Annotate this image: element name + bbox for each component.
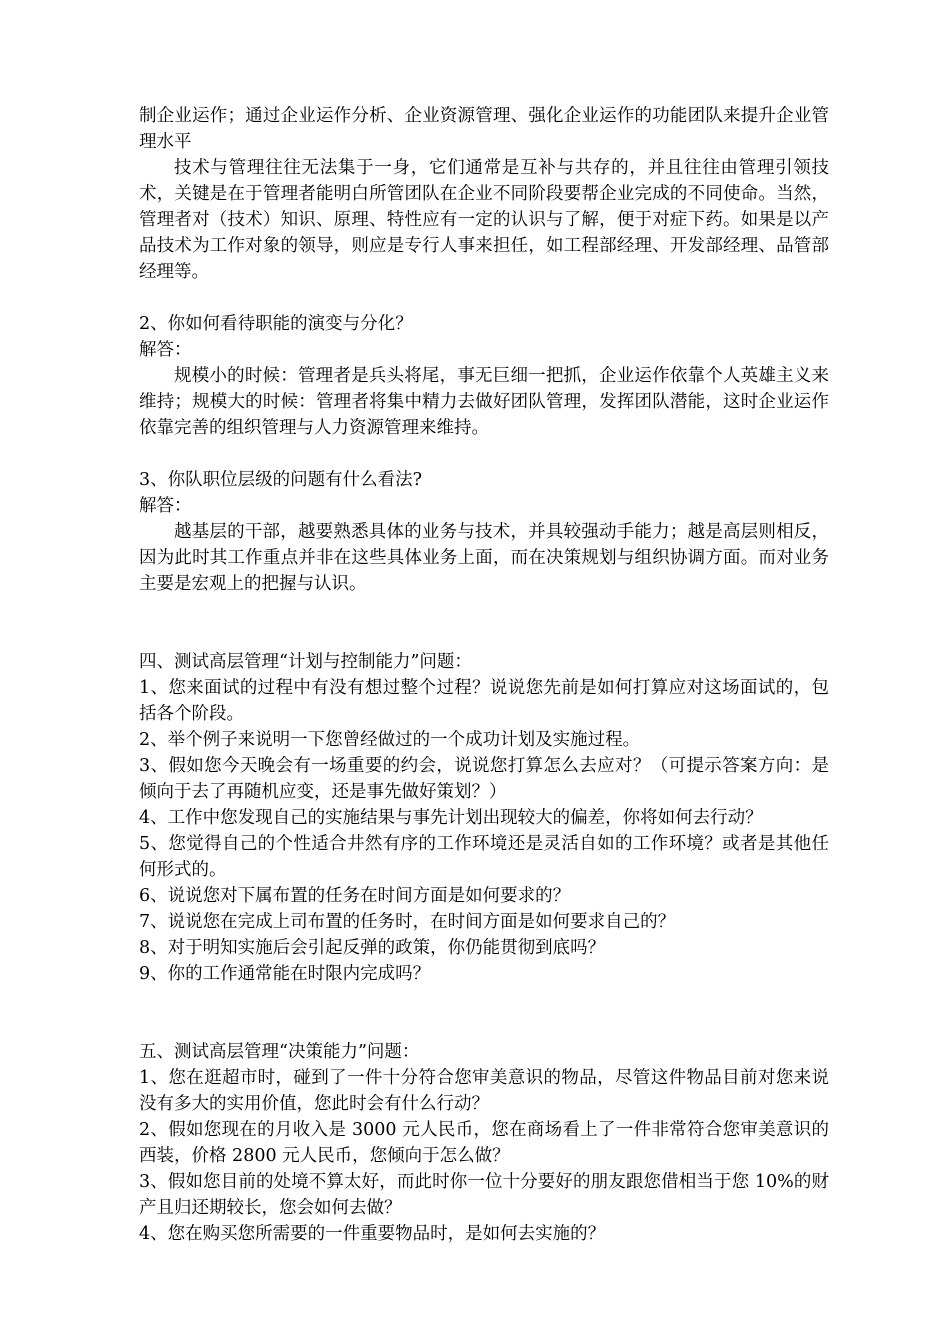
- section5-item-2: 2、假如您现在的月收入是 3000 元人民币，您在商场看上了一件非常符合您审美意识的西装，价格 2800 元人民币，您倾向于怎么做？: [139, 1120, 829, 1166]
- section4-item-1: 1、您来面试的过程中有没有想过整个过程？说说您先前是如何打算应对这场面试的，包括各个阶段。: [139, 678, 829, 724]
- section4-heading: 四、测试高层管理“计划与控制能力”问题：: [139, 652, 472, 672]
- section5-item-3: 3、假如您目前的处境不算太好，而此时你一位十分要好的朋友跟您借相当于您 10%的财产且归还期较长，您会如何去做？: [139, 1172, 829, 1218]
- section4-item-5: 5、您觉得自己的个性适合井然有序的工作环境还是灵活自如的工作环境？或者是其他任何形式的。: [139, 834, 829, 880]
- section4-item-6: 6、说说您对下属布置的任务在时间方面是如何要求的？: [139, 886, 571, 906]
- section5-item-4: 4、您在购买您所需要的一件重要物品时，是如何去实施的？: [139, 1224, 606, 1244]
- spacer: [139, 441, 829, 467]
- intro-paragraph: 技术与管理往往无法集于一身，它们通常是互补与共存的，并且往往由管理引领技术，关键是在于管理者能明白所管团队在企业不同阶段要帮企业完成的不同使命。当然，管理者对（技术）知识、原理、特性应有一定的认识与了解，便于对症下药。如果是以产品技术为工作对象的领导，则应是专行人事来担任，如工程部经理、开发部经理、品管部经理等。: [139, 158, 829, 282]
- section4-item-4: 4、工作中您发现自己的实施结果与事先计划出现较大的偏差，你将如何去行动？: [139, 808, 763, 828]
- q2-answer-label: 解答：: [139, 340, 192, 360]
- q2-answer: 规模小的时候：管理者是兵头将尾，事无巨细一把抓，企业运作依靠个人英雄主义来维持；规模大的时候：管理者将集中精力去做好团队管理，发挥团队潜能，这时企业运作依靠完善的组织管理与人力资源管理来维持。: [139, 366, 829, 438]
- spacer: [139, 285, 829, 311]
- section4-item-2: 2、举个例子来说明一下您曾经做过的一个成功计划及实施过程。: [139, 730, 641, 750]
- section5-item-1: 1、您在逛超市时，碰到了一件十分符合您审美意识的物品，尽管这件物品目前对您来说没有多大的实用价值，您此时会有什么行动？: [139, 1068, 829, 1114]
- section4-item-3: 3、假如您今天晚会有一场重要的约会，说说您打算怎么去应对？（可提示答案方向：是倾向于去了再随机应变，还是事先做好策划？）: [139, 756, 829, 802]
- document-body: [139, 103, 829, 1247]
- spacer: [139, 987, 829, 1039]
- section4-item-8: 8、对于明知实施后会引起反弹的政策，你仍能贯彻到底吗？: [139, 938, 606, 958]
- q3-answer: 越基层的干部，越要熟悉具体的业务与技术，并具较强动手能力；越是高层则相反，因为此时其工作重点并非在这些具体业务上面，而在决策规划与组织协调方面。而对业务主要是宏观上的把握与认识。: [139, 522, 829, 594]
- spacer: [139, 597, 829, 649]
- q3-answer-label: 解答：: [139, 496, 192, 516]
- q2-question: 2、你如何看待职能的演变与分化？: [139, 314, 413, 334]
- section5-heading: 五、测试高层管理“决策能力”问题：: [139, 1042, 420, 1062]
- intro-continuation: 制企业运作；通过企业运作分析、企业资源管理、强化企业运作的功能团队来提升企业管理水平: [139, 106, 829, 152]
- q3-question: 3、你队职位层级的问题有什么看法?: [139, 470, 423, 490]
- section4-item-7: 7、说说您在完成上司布置的任务时，在时间方面是如何要求自己的？: [139, 912, 676, 932]
- section4-item-9: 9、你的工作通常能在时限内完成吗？: [139, 964, 431, 984]
